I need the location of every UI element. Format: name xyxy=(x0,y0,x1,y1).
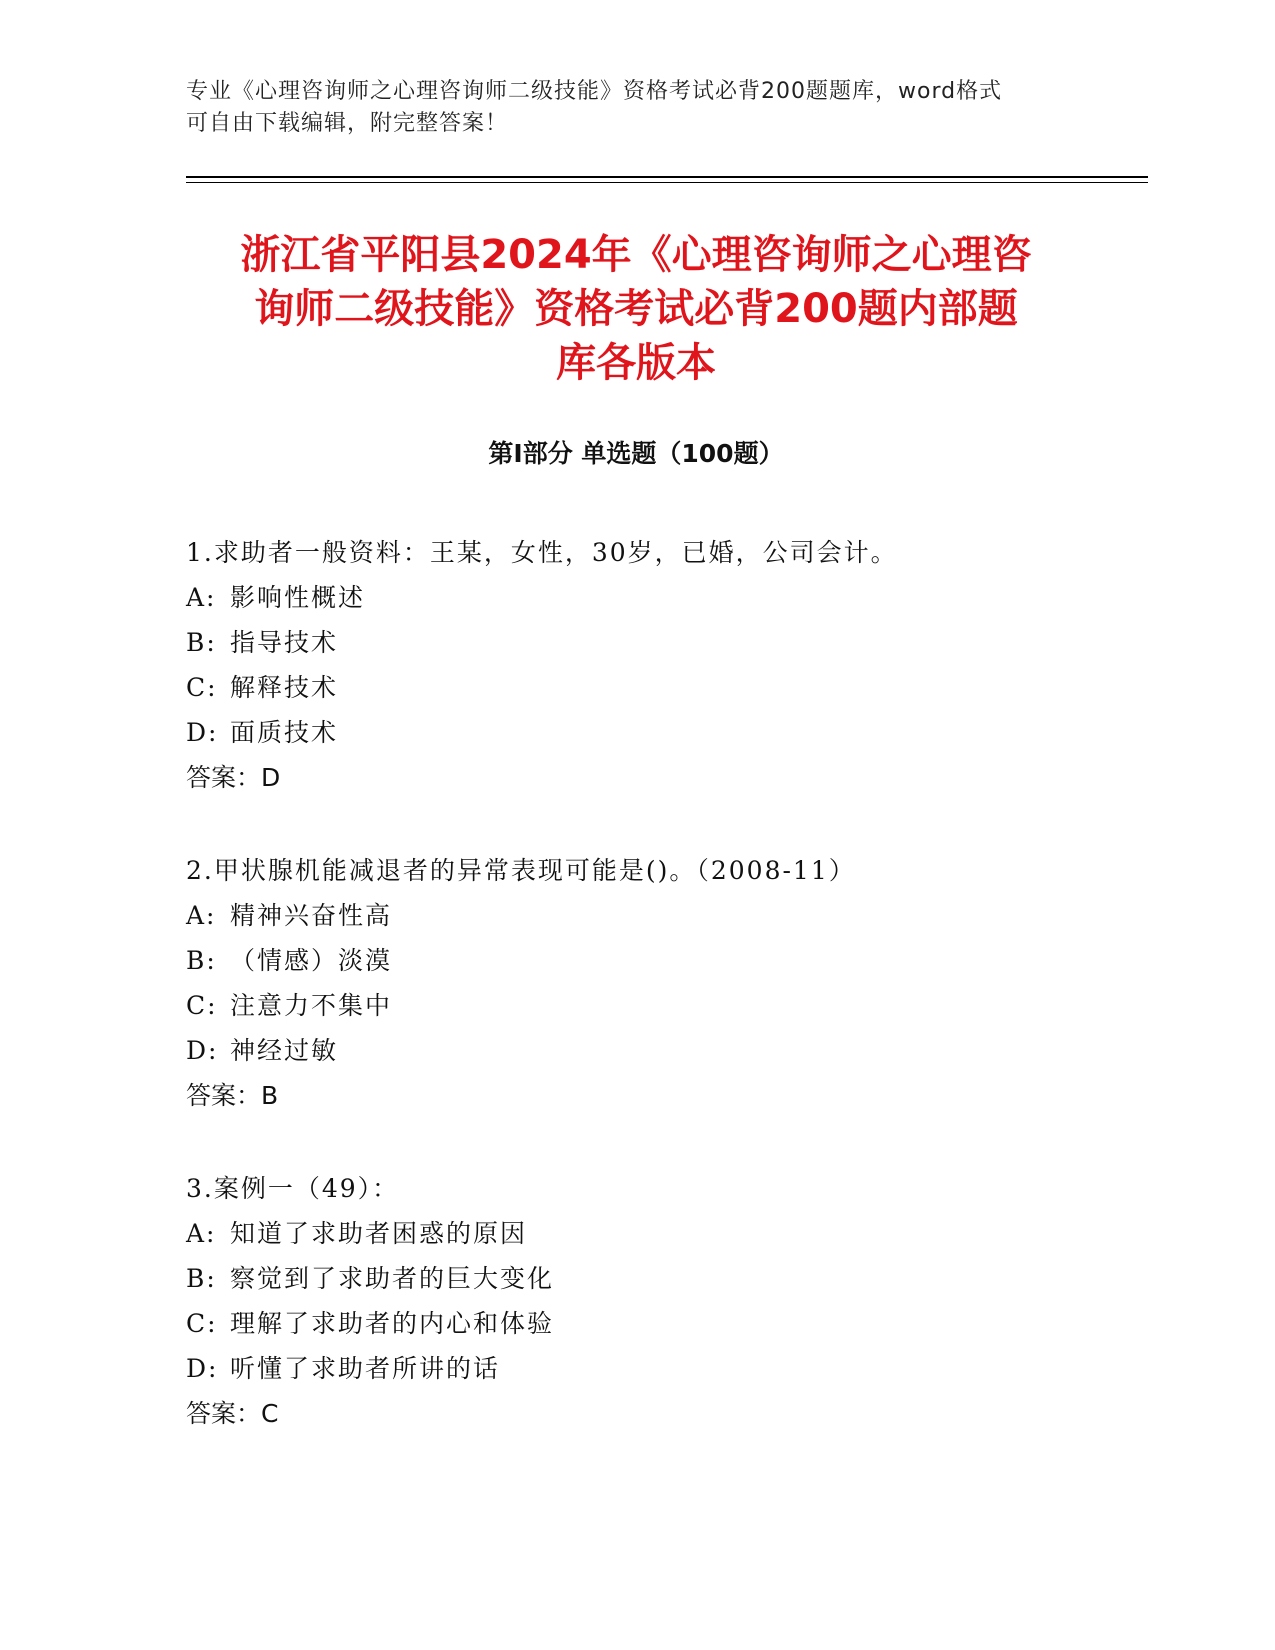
option-text: 面质技术 xyxy=(230,718,339,747)
option-key: D: xyxy=(186,1036,219,1065)
option-text: 注意力不集中 xyxy=(230,991,393,1020)
document-title-line-2: 询师二级技能》资格考试必背200题内部题 xyxy=(254,286,1018,332)
option-b xyxy=(186,938,1086,983)
option-key: B: xyxy=(186,628,217,657)
answer: 答案：B xyxy=(186,1081,279,1110)
option-c xyxy=(186,983,1086,1028)
option-text: 解释技术 xyxy=(230,673,339,702)
option-text: 精神兴奋性高 xyxy=(230,901,393,930)
document-title xyxy=(186,228,1086,390)
option-b xyxy=(186,1256,1086,1301)
option-text: 神经过敏 xyxy=(230,1036,339,1065)
option-key: D: xyxy=(186,1354,219,1383)
header-note xyxy=(186,76,1066,140)
option-key: A: xyxy=(186,901,217,930)
option-key: D: xyxy=(186,718,219,747)
option-key: B: xyxy=(186,1264,217,1293)
option-d xyxy=(186,710,1086,755)
option-b xyxy=(186,620,1086,665)
question-stem: 1.求助者一般资料：王某，女性，30岁，已婚，公司会计。 xyxy=(186,538,898,567)
option-d xyxy=(186,1346,1086,1391)
option-key: A: xyxy=(186,1219,217,1248)
option-text: 影响性概述 xyxy=(230,583,366,612)
option-text: 指导技术 xyxy=(230,628,339,657)
header-note-line-1: 专业《心理咨询师之心理咨询师二级技能》资格考试必背200题题库，word格式 xyxy=(186,79,1003,104)
option-key: C: xyxy=(186,1309,218,1338)
option-text: 察觉到了求助者的巨大变化 xyxy=(230,1264,555,1293)
option-text: 听懂了求助者所讲的话 xyxy=(230,1354,501,1383)
option-a xyxy=(186,1211,1086,1256)
option-text: 知道了求助者困惑的原因 xyxy=(230,1219,528,1248)
option-key: C: xyxy=(186,991,218,1020)
option-text: （情感）淡漠 xyxy=(230,946,393,975)
option-d xyxy=(186,1028,1086,1073)
option-text: 理解了求助者的内心和体验 xyxy=(230,1309,555,1338)
section-title: 第Ⅰ部分 单选题（100题） xyxy=(488,439,784,468)
option-key: B: xyxy=(186,946,217,975)
question-stem: 2.甲状腺机能减退者的异常表现可能是()。（2008-11） xyxy=(186,856,856,885)
option-key: A: xyxy=(186,583,217,612)
header-rule-thin xyxy=(186,182,1148,183)
document-title-line-3: 库各版本 xyxy=(556,340,716,386)
option-key: C: xyxy=(186,673,218,702)
question-3 xyxy=(186,1166,1086,1436)
question-1 xyxy=(186,530,1086,800)
question-stem: 3.案例一（49）： xyxy=(186,1174,400,1203)
question-2 xyxy=(186,848,1086,1118)
option-a xyxy=(186,575,1086,620)
header-rule-thick xyxy=(186,176,1148,178)
option-a xyxy=(186,893,1086,938)
option-c xyxy=(186,665,1086,710)
answer: 答案：C xyxy=(186,1399,279,1428)
header-note-line-2: 可自由下载编辑，附完整答案！ xyxy=(186,111,509,136)
document-title-line-1: 浙江省平阳县2024年《心理咨询师之心理咨 xyxy=(240,232,1032,278)
option-c xyxy=(186,1301,1086,1346)
answer: 答案：D xyxy=(186,763,281,792)
